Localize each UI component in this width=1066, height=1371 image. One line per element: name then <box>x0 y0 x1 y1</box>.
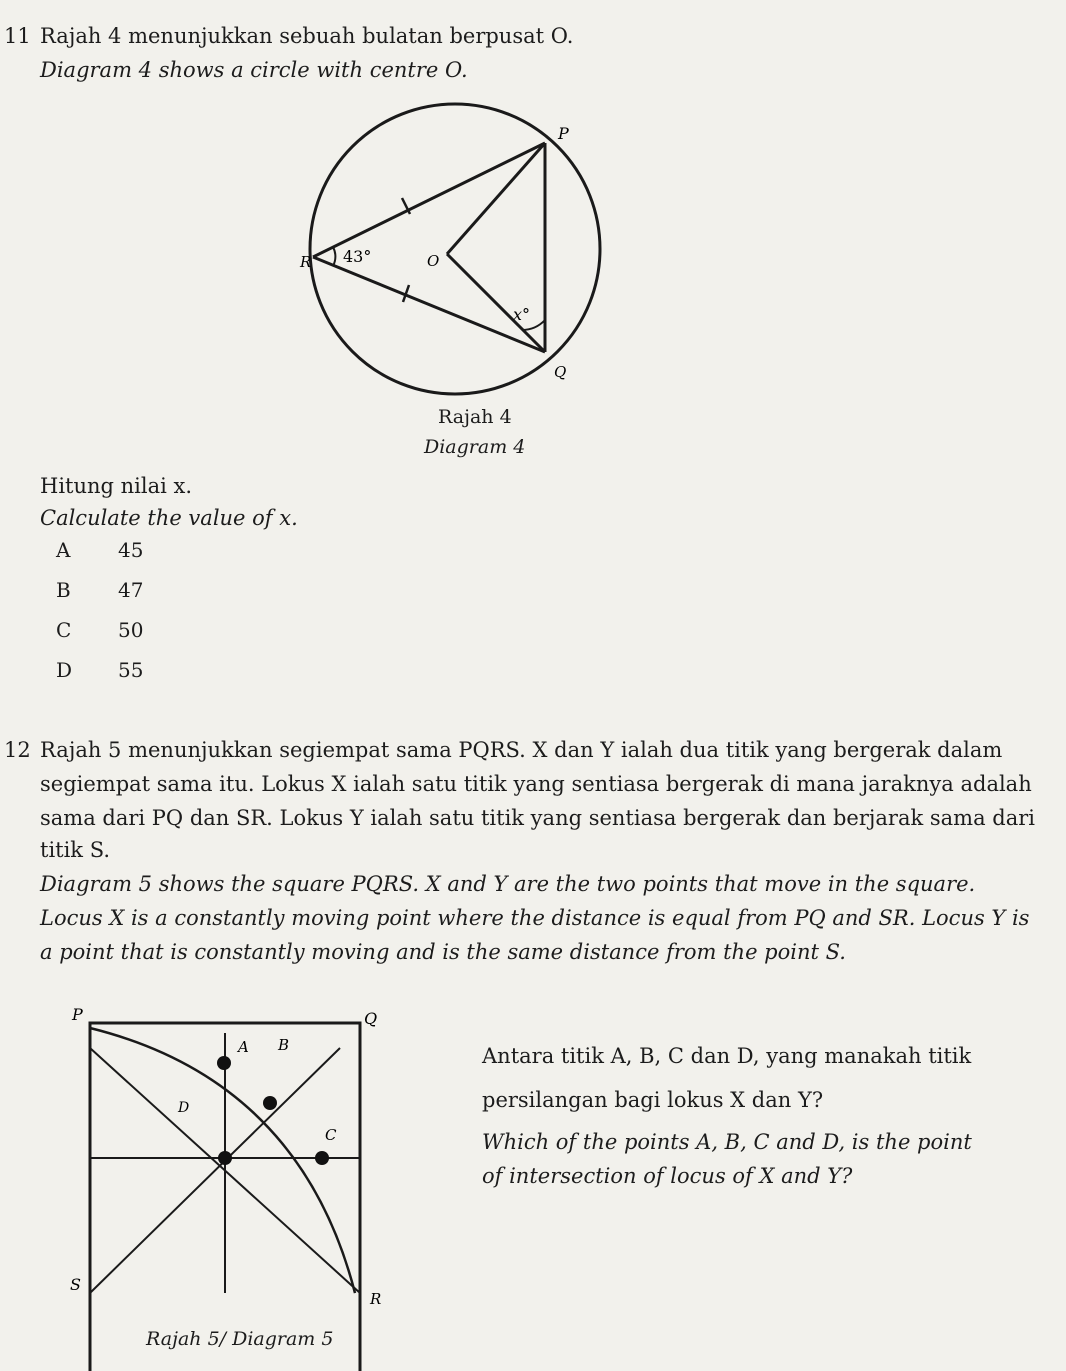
question-11-number: 11 <box>4 24 31 48</box>
question-11-stem-ms: Rajah 4 menunjukkan sebuah bulatan berpusat O. <box>40 24 574 48</box>
label-point-A: A <box>238 1038 249 1056</box>
option-d-value[interactable]: 55 <box>118 658 144 682</box>
point-A-dot <box>217 1056 231 1070</box>
option-b-letter[interactable]: B <box>56 578 71 602</box>
diagram-4-caption-en: Diagram 4 <box>424 436 526 458</box>
option-d-letter[interactable]: D <box>56 658 73 682</box>
question-12-stem-ms-line1: Rajah 5 menunjukkan segiempat sama PQRS. X dan Y ialah dua titik yang bergerak dalam <box>40 738 1003 762</box>
question-12-side-en-line1: Which of the points A, B, C and D, is the point <box>482 1130 972 1154</box>
option-b-value[interactable]: 47 <box>118 578 144 602</box>
point-C-dot <box>315 1151 329 1165</box>
option-a-value[interactable]: 45 <box>118 538 144 562</box>
option-a-letter[interactable]: A <box>56 538 71 562</box>
question-11-prompt-ms: Hitung nilai x. <box>40 474 193 498</box>
question-12-stem-en-line3: a point that is constantly moving and is the same distance from the point S. <box>40 940 846 964</box>
point-D-dot <box>263 1096 277 1110</box>
label-R: R <box>300 253 312 271</box>
label-corner-R: R <box>370 1290 382 1308</box>
label-corner-S: S <box>70 1275 81 1294</box>
diagram-4-caption-ms: Rajah 4 <box>438 406 512 428</box>
label-angle-x: x° <box>513 305 531 324</box>
question-12-stem-ms-line3: sama dari PQ dan SR. Lokus Y ialah satu titik yang sentiasa bergerak dan berjarak sama dari <box>40 806 1036 830</box>
question-11-stem-en: Diagram 4 shows a circle with centre O. <box>40 58 468 82</box>
question-12-stem-en-line1: Diagram 5 shows the square PQRS. X and Y are the two points that move in the square. <box>40 872 976 896</box>
question-12-stem-ms-line4: titik S. <box>40 838 111 862</box>
question-12-side-ms-line1: Antara titik A, B, C dan D, yang manakah titik <box>482 1044 972 1068</box>
diagram-5-caption: Rajah 5/ Diagram 5 <box>146 1328 334 1350</box>
question-12-number: 12 <box>4 738 31 762</box>
question-12-stem-ms-line2: segiempat sama itu. Lokus X ialah satu titik yang sentiasa bergerak di mana jaraknya adalah <box>40 772 1032 796</box>
label-angle-43: 43° <box>343 247 372 266</box>
question-12-side-ms-line2: persilangan bagi lokus X dan Y? <box>482 1088 824 1112</box>
label-corner-P: P <box>72 1005 83 1024</box>
label-point-C: C <box>325 1126 337 1144</box>
question-12-side-en-line2: of intersection of locus of X and Y? <box>482 1164 853 1188</box>
label-P: P <box>558 124 569 143</box>
label-Q: Q <box>554 363 567 381</box>
label-point-B: B <box>278 1036 290 1054</box>
question-11-prompt-en: Calculate the value of x. <box>40 506 298 530</box>
label-O: O <box>427 252 440 270</box>
label-point-D: D <box>178 1100 190 1116</box>
point-center-dot <box>218 1151 232 1165</box>
label-corner-Q: Q <box>364 1009 378 1028</box>
option-c-letter[interactable]: C <box>56 618 72 642</box>
option-c-value[interactable]: 50 <box>118 618 144 642</box>
question-12-stem-en-line2: Locus X is a constantly moving point where the distance is equal from PQ and SR. Locus Y is <box>40 906 1030 930</box>
